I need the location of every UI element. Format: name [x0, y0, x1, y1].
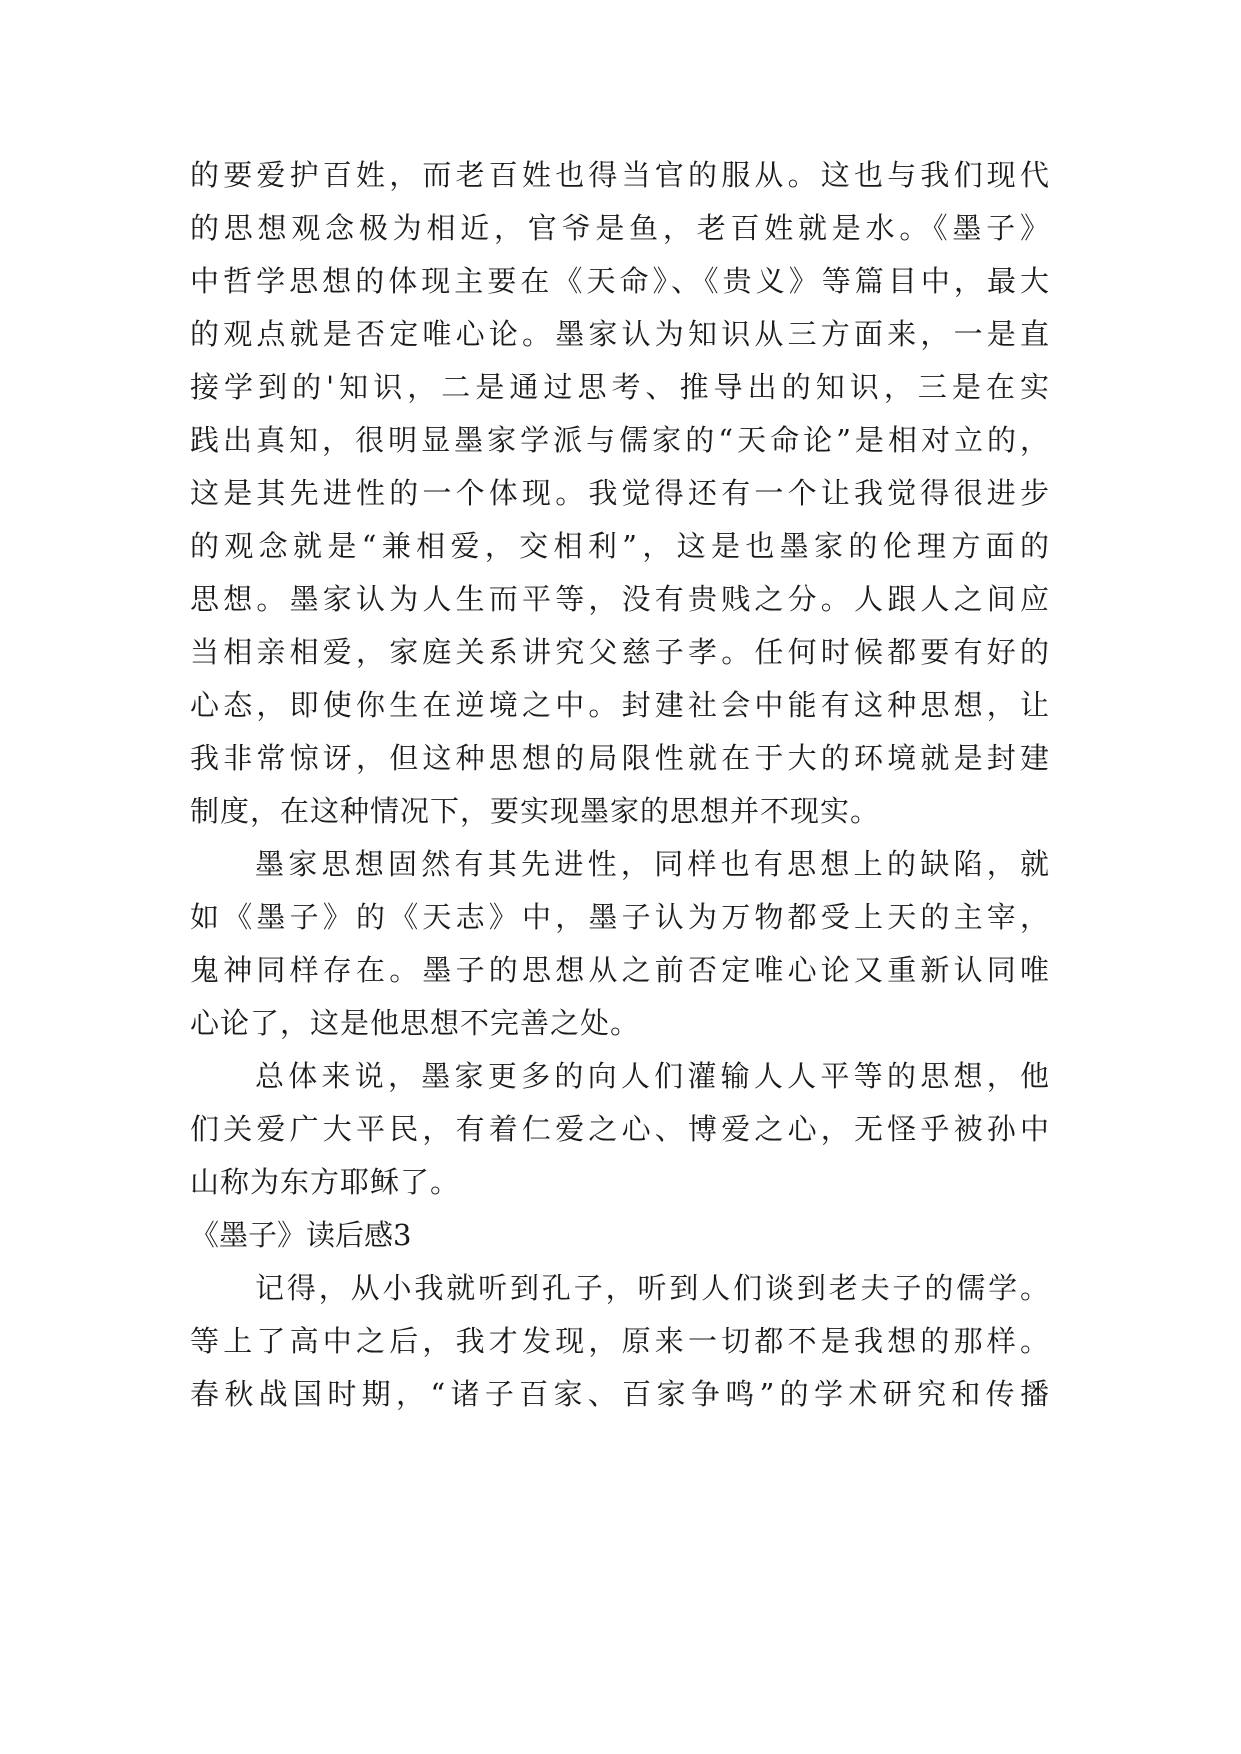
body-text-line: 的观念就是“兼相爱，交相利”，这是也墨家的伦理方面的	[190, 529, 1050, 563]
body-text-line: 的思想观念极为相近，官爷是鱼，老百姓就是水。《墨子》	[190, 211, 1050, 245]
body-text-line: 的观点就是否定唯心论。墨家认为知识从三方面来，一是直	[190, 317, 1050, 351]
body-text-line: 制度，在这种情况下，要实现墨家的思想并不现实。	[190, 794, 881, 828]
body-text-line: 山称为东方耶稣了。	[190, 1165, 461, 1199]
body-text-line: 等上了高中之后，我才发现，原来一切都不是我想的那样。	[190, 1324, 1050, 1358]
body-text-line: 心态，即使你生在逆境之中。封建社会中能有这种思想，让	[190, 688, 1050, 722]
body-text-line: 们关爱广大平民，有着仁爱之心、博爱之心，无怪乎被孙中	[190, 1112, 1050, 1146]
body-text-line: 思想。墨家认为人生而平等，没有贵贱之分。人跟人之间应	[190, 582, 1050, 616]
paragraph-first-line: 墨家思想固然有其先进性，同样也有思想上的缺陷，就	[255, 847, 1050, 881]
paragraph-first-line: 总体来说，墨家更多的向人们灌输人人平等的思想，他	[255, 1059, 1050, 1093]
body-text-line: 践出真知，很明显墨家学派与儒家的“天命论”是相对立的，	[190, 423, 1050, 457]
body-text-line: 春秋战国时期，“诸子百家、百家争鸣”的学术研究和传播	[190, 1377, 1050, 1411]
body-text-line: 的要爱护百姓，而老百姓也得当官的服从。这也与我们现代	[190, 158, 1050, 192]
section-heading: 《墨子》读后感3	[190, 1218, 412, 1252]
body-text-line: 心论了，这是他思想不完善之处。	[190, 1006, 641, 1040]
paragraph-first-line: 记得，从小我就听到孔子，听到人们谈到老夫子的儒学。	[255, 1271, 1050, 1305]
body-text-line: 我非常惊讶，但这种思想的局限性就在于大的环境就是封建	[190, 741, 1050, 775]
body-text-line: 如《墨子》的《天志》中，墨子认为万物都受上天的主宰，	[190, 900, 1050, 934]
body-text-line: 中哲学思想的体现主要在《天命》、《贵义》等篇目中，最大	[190, 264, 1050, 298]
body-text-line: 这是其先进性的一个体现。我觉得还有一个让我觉得很进步	[190, 476, 1050, 510]
body-text-line: 鬼神同样存在。墨子的思想从之前否定唯心论又重新认同唯	[190, 953, 1050, 987]
body-text-line: 接学到的'知识，二是通过思考、推导出的知识，三是在实	[190, 370, 1050, 404]
body-text-line: 当相亲相爱，家庭关系讲究父慈子孝。任何时候都要有好的	[190, 635, 1050, 669]
